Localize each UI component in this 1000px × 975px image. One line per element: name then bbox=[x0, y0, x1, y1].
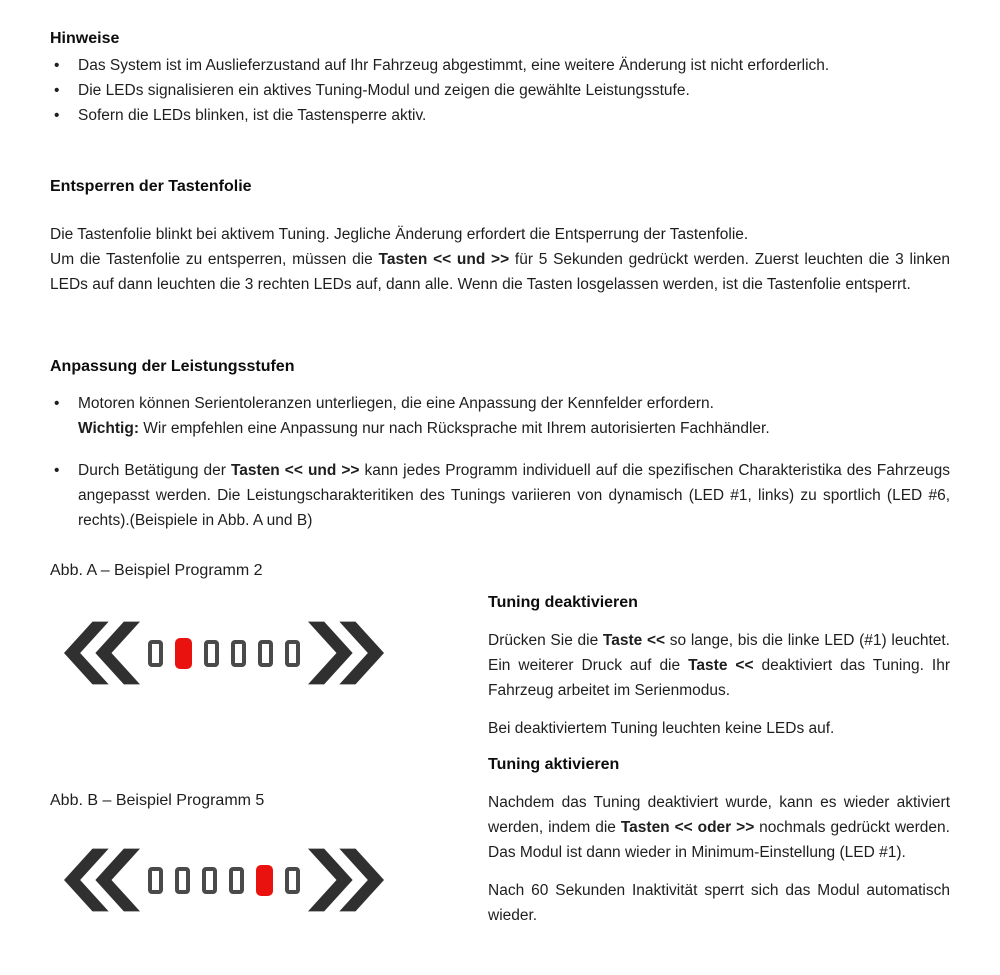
section-anpassung-body bbox=[50, 391, 950, 533]
led-indicator-off bbox=[231, 640, 246, 667]
section-hinweise bbox=[50, 28, 950, 128]
bullet-text: Die LEDs signalisieren ein aktives Tuning-Modul und zeigen die gewählte Leistungsstufe. bbox=[78, 82, 690, 99]
double-chevron-left-icon bbox=[64, 620, 140, 686]
led-indicator-off bbox=[285, 867, 300, 894]
figure-b-caption: Abb. B – Beispiel Programm 5 bbox=[50, 792, 265, 809]
bullet-text: Durch Betätigung der Tasten << und >> kann jedes Programm individuell auf die spezifischen Charakteristika des Fahrzeugs angepasst werden. Die Leistungscharakteritiken des Tunings variieren von dynamisch (LED #1, links) zu sportlich (LED #6, rechts).(Beispiele in Abb. A und B) bbox=[78, 462, 950, 529]
bullet-marker: • bbox=[54, 107, 60, 124]
led-indicator-off bbox=[148, 640, 163, 667]
led-row bbox=[148, 865, 300, 896]
list-item bbox=[50, 53, 950, 78]
heading-tuning-aktivieren: Tuning aktivieren bbox=[488, 756, 620, 773]
list-item bbox=[50, 391, 950, 441]
list-item bbox=[50, 78, 950, 103]
bullet-marker: • bbox=[54, 395, 60, 412]
bullet-line: Wichtig: Wir empfehlen eine Anpassung nur nach Rücksprache mit Ihrem autorisierten Fachhändler. bbox=[78, 420, 770, 437]
bullet-marker: • bbox=[54, 82, 60, 99]
led-indicator-off bbox=[175, 867, 190, 894]
bullet-marker: • bbox=[54, 462, 60, 479]
paragraph: Bei deaktiviertem Tuning leuchten keine LEDs auf. bbox=[488, 720, 835, 737]
bullet-marker: • bbox=[54, 57, 60, 74]
paragraph: Die Tastenfolie blinkt bei aktivem Tuning. Jegliche Änderung erfordert die Entsperrung der Tastenfolie. bbox=[50, 226, 749, 243]
led-indicator-off bbox=[229, 867, 244, 894]
figure-a-caption: Abb. A – Beispiel Programm 2 bbox=[50, 562, 263, 579]
heading-anpassung: Anpassung der Leistungsstufen bbox=[50, 358, 295, 375]
paragraph: Nachdem das Tuning deaktiviert wurde, kann es wieder aktiviert werden, indem die Tasten << oder >> nochmals gedrückt werden. Das Modul ist dann wieder in Minimum-Einstellung (LED #1). bbox=[488, 794, 950, 861]
double-chevron-left-icon bbox=[64, 847, 140, 913]
led-row bbox=[148, 638, 300, 669]
bullet-text bbox=[78, 391, 950, 441]
figure-b-led-display bbox=[64, 845, 384, 915]
bullet-text: Sofern die LEDs blinken, ist die Tastensperre aktiv. bbox=[78, 107, 427, 124]
led-indicator-off bbox=[202, 867, 217, 894]
paragraph: Nach 60 Sekunden Inaktivität sperrt sich das Modul automatisch wieder. bbox=[488, 882, 950, 924]
heading-entsperren: Entsperren der Tastenfolie bbox=[50, 178, 252, 195]
paragraph: Drücken Sie die Taste << so lange, bis die linke LED (#1) leuchtet. Ein weiterer Druck auf die Taste << deaktiviert das Tuning. Ihr Fahrzeug arbeitet im Serienmodus. bbox=[488, 632, 950, 699]
led-indicator-off bbox=[258, 640, 273, 667]
section-entsperren-body bbox=[50, 222, 950, 297]
figure-a-led-display bbox=[64, 618, 384, 688]
right-column bbox=[488, 592, 950, 928]
bullet-text: Das System ist im Auslieferzustand auf Ihr Fahrzeug abgestimmt, eine weitere Änderung ist nicht erforderlich. bbox=[78, 57, 830, 74]
led-indicator-off bbox=[285, 640, 300, 667]
double-chevron-right-icon bbox=[308, 847, 384, 913]
bullet-line: Motoren können Serientoleranzen unterliegen, die eine Anpassung der Kennfelder erfordern. bbox=[78, 395, 714, 412]
list-item bbox=[50, 458, 950, 533]
led-indicator-off bbox=[204, 640, 219, 667]
double-chevron-right-icon bbox=[308, 620, 384, 686]
led-indicator-on bbox=[175, 638, 192, 669]
paragraph: Um die Tastenfolie zu entsperren, müssen die Tasten << und >> für 5 Sekunden gedrückt werden. Zuerst leuchten die 3 linken LEDs auf dann leuchten die 3 rechten LEDs auf, dann alle. Wenn die Tasten losgelassen werden, ist die Tastenfolie entsperrt. bbox=[50, 251, 950, 293]
led-indicator-on bbox=[256, 865, 273, 896]
heading-tuning-deaktivieren: Tuning deaktivieren bbox=[488, 594, 638, 611]
led-indicator-off bbox=[148, 867, 163, 894]
list-item bbox=[50, 103, 950, 128]
heading-hinweise: Hinweise bbox=[50, 30, 120, 47]
